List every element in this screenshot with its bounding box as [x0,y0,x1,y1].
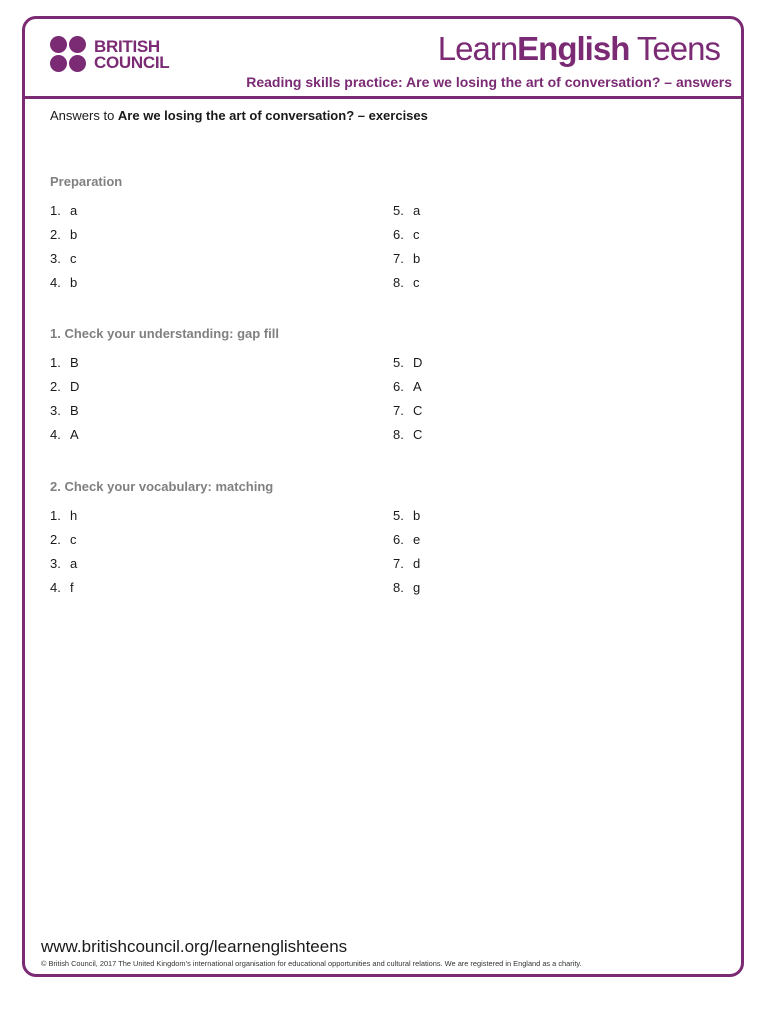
answer-item [50,532,77,547]
answer-number: 4. [50,275,61,290]
page-subtitle: Reading skills practice: Are we losing the art of conversation? – answers [246,74,732,90]
answer-item [50,379,79,394]
answer-number: 8. [393,580,404,595]
header-divider [25,96,741,99]
intro-line [50,108,428,123]
answer-number: 2. [50,532,61,547]
answer-value: C [413,403,423,418]
answer-number: 3. [50,403,61,418]
answer-number: 3. [50,556,61,571]
answer-number: 2. [50,227,61,242]
answer-value: g [413,580,421,595]
answer-number: 5. [393,203,404,218]
section-title-gap-fill: 1. Check your understanding: gap fill [50,326,279,341]
answer-value: D [413,355,423,370]
answer-item [393,580,420,595]
answer-number: 1. [50,203,61,218]
brand-english: English [517,30,630,67]
answer-value: c [413,227,420,242]
learnenglish-teens-brand [438,30,720,68]
answer-item [393,403,422,418]
answer-value: h [70,508,78,523]
answer-item [50,508,77,523]
brand-teens: Teens [629,30,720,67]
answer-number: 1. [50,508,61,523]
answer-value: A [413,379,422,394]
answer-value: b [413,508,421,523]
answer-number: 3. [50,251,61,266]
logo-line-1: BRITISH [94,37,160,56]
answer-item [50,227,77,242]
answer-number: 6. [393,532,404,547]
answer-number: 4. [50,427,61,442]
answer-value: e [413,532,421,547]
answer-value: b [413,251,421,266]
answer-value: c [70,532,77,547]
answer-value: b [70,227,78,242]
answer-item [50,403,79,418]
brand-learn: Learn [437,30,518,67]
logo-line-2: COUNCIL [94,53,170,72]
answer-number: 7. [393,251,404,266]
answer-item [393,556,420,571]
page-border [22,16,744,977]
answer-value: B [70,403,79,418]
answer-item [50,580,74,595]
footer-legal: © British Council, 2017 The United Kingdom’s international organisation for educational opportunities and cultural relations. We are registered in England as a charity. [41,959,582,968]
answer-number: 2. [50,379,61,394]
answer-value: d [413,556,421,571]
answer-item [393,532,420,547]
answer-number: 7. [393,403,404,418]
answer-item [393,275,420,290]
answer-number: 1. [50,355,61,370]
answer-value: f [70,580,74,595]
answer-item [393,427,422,442]
answer-value: c [70,251,77,266]
answer-number: 5. [393,355,404,370]
answer-item [393,227,420,242]
answer-item [50,275,77,290]
answer-number: 5. [393,508,404,523]
answer-value: b [70,275,78,290]
answer-item [393,508,420,523]
answer-number: 6. [393,227,404,242]
answer-number: 7. [393,556,404,571]
answer-item [393,203,420,218]
section-title-matching: 2. Check your vocabulary: matching [50,479,274,494]
answer-item [393,355,422,370]
answer-value: a [413,203,421,218]
answer-item [50,203,77,218]
answer-value: A [70,427,79,442]
footer-url[interactable]: www.britishcouncil.org/learnenglishteens [41,937,348,956]
answer-value: c [413,275,420,290]
intro-prefix: Answers to [50,108,118,123]
answer-number: 6. [393,379,404,394]
answer-value: a [70,556,78,571]
answer-item [50,556,77,571]
answer-value: B [70,355,79,370]
answer-number: 8. [393,275,404,290]
answer-item [393,379,422,394]
answer-item [50,355,79,370]
answer-item [393,251,420,266]
answer-item [50,427,79,442]
logo-dots-icon [50,36,88,74]
intro-title: Are we losing the art of conversation? – exercises [117,108,428,123]
answer-item [50,251,77,266]
answer-value: C [413,427,423,442]
answer-number: 8. [393,427,404,442]
answer-value: D [70,379,80,394]
section-title-preparation: Preparation [50,174,123,189]
answer-value: a [70,203,78,218]
answer-number: 4. [50,580,61,595]
british-council-logo [50,36,169,74]
